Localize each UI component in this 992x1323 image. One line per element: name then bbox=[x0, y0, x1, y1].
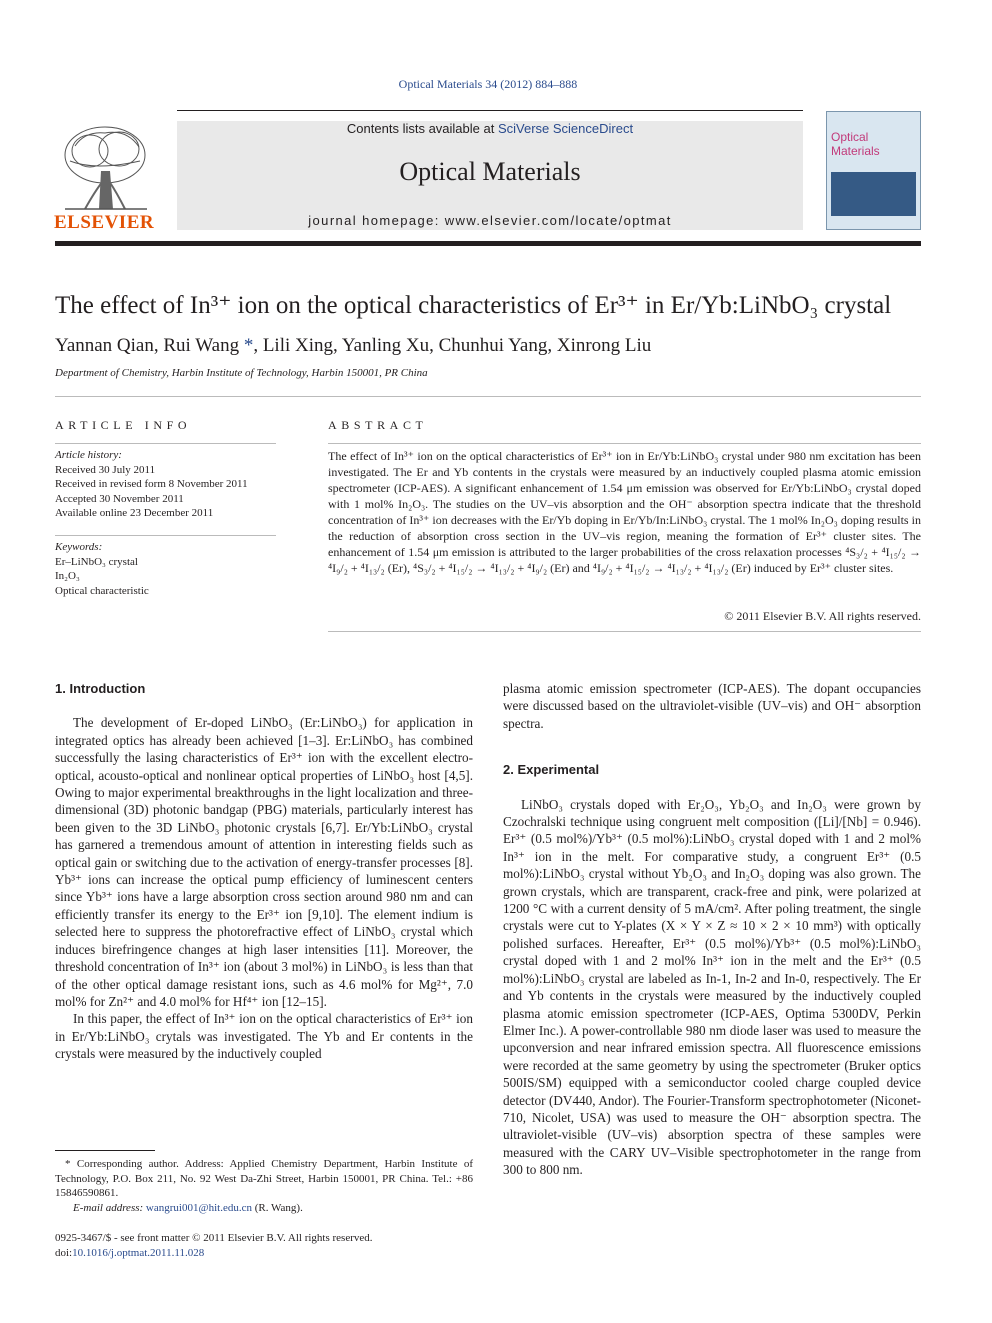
contents-line: Contents lists available at SciVerse ScienceDirect bbox=[346, 121, 634, 136]
sciencedirect-link[interactable]: SciVerse ScienceDirect bbox=[497, 121, 634, 136]
paragraph: The development of Er-doped LiNbO₃ (Er:LiNbO₃) for application in integrated optics has already been achieved [1–3]. Er:LiNbO₃ has combined successfully the lasing characteristics of Er³⁺ ion with the excellent electro-optical, acousto-optical and nonlinear optical properties of LiNbO₃ host [4,5]. Owing to major experimental breakthroughs in the light localization and three-dimensional (3D) photonic bandgap (PBG) materials, particularly interest has been given to the 3D LiNbO₃ photonic crystals [6,7]. Er/Yb:LiNbO₃ crystal has garnered a tremendous amount of attention in interesting fields such as optical gain or switching due to the activation of energy-transfer processes [8]. Yb³⁺ ions can increase the optical pump efficiency of luminescent centers since Yb³⁺ ions have a large absorption cross section around 980 nm and can efficiently transfer its energy to the Er³⁺ ion [9,10]. The element indium is selected here to suppress the photorefractive effect of LiNbO₃ crystal which induces birefringence changes at high laser intensities [11]. Moreover, the threshold concentration of In³⁺ ion (about 3 mol%) in LiNbO₃ is less than that of the other optical damage resistant ions, such as 4.6 mol% for Mg²⁺, 7.0 mol% for Zn²⁺ and 4.0 mol% for Hf⁴⁺ ion [12–15]. bbox=[55, 715, 473, 1009]
header-thick-rule bbox=[55, 241, 921, 246]
article-title: The effect of In³⁺ ion on the optical characteristics of Er³⁺ in Er/Yb:LiNbO₃ crystal bbox=[55, 292, 892, 319]
keyword-item: Optical characteristic bbox=[55, 584, 149, 597]
abstract-rule bbox=[328, 443, 921, 444]
corresponding-author-mark[interactable]: * bbox=[239, 335, 254, 356]
info-top-rule bbox=[55, 396, 921, 397]
email-link[interactable]: wangrui001@hit.edu.cn bbox=[145, 1201, 252, 1214]
info-rule bbox=[55, 443, 276, 444]
journal-name: Optical Materials bbox=[399, 157, 581, 186]
keyword-item: Er–LiNbO₃ crystal bbox=[55, 555, 138, 568]
column-left bbox=[55, 680, 473, 1063]
abstract-text: The effect of In³⁺ ion on the optical characteristics of Er³⁺ ion in Er/Yb:LiNbO₃ crystal under 980 nm excitation has been investigated. The Er and Yb contents in the crystals were measured by an inductively coupled plasma atomic emission spectrometer (ICP-AES). A significant enhancement of 1.54 μm emission was observed for Er/Yb:LiNbO₃ crystal doped with 1 mol% In₂O₃. The studies on the UV–vis absorption and the OH⁻ absorption spectra indicate that the threshold concentration of In³⁺ ion decreases with the Er/Yb doping in Er/Yb/In:LiNbO₃ crystal. The 1 mol% In₂O₃ doping results in the reduction of absorption cross section in the UV–vis region, meaning the formation of Er³⁺ cluster sites. The enhancement of 1.54 μm emission is attributed to the larger probabilities of the cross relaxation processes ⁴S₃/₂ + ⁴I₁₅/₂ → ⁴I₉/₂ + ⁴I₁₃/₂ (Er), ⁴S₃/₂ + ⁴I₁₅/₂ → ⁴I₁₃/₂ + ⁴I₉/₂ (Er) and ⁴I₉/₂ + ⁴I₁₅/₂ → ⁴I₁₃/₂ + ⁴I₁₃/₂ (Er) induced by Er³⁺ cluster sites. bbox=[328, 449, 921, 575]
journal-masthead bbox=[177, 121, 803, 230]
footnote-rule bbox=[55, 1150, 155, 1151]
history-item: Accepted 30 November 2011 bbox=[55, 492, 184, 505]
history-item: Received 30 July 2011 bbox=[55, 463, 156, 476]
article-history: Article history: Received 30 July 2011 Received in revised form 8 November 2011 Accepted 30 November 2011 Available online 23 December 2011 bbox=[55, 448, 276, 521]
paragraph: LiNbO₃ crystals doped with Er₂O₃, Yb₂O₃ and In₂O₃ were grown by Czochralski technique using congruent melt composition ([Li]/[Nb] = 0.946). Er³⁺ (0.5 mol%)/Yb³⁺ (0.5 mol%):LiNbO₃ crystal doped with 1 and 2 mol% In³⁺ ion in the melt. For comparative study, a congruent Er³⁺ (0.5 mol%):LiNbO₃ crystal without Yb₂O₃ and In₂O₃ doping was also grown. The grown crystals, which are transparent, crack-free and pink, were polarized at 1200 °C with a current density of 5 mA/cm². After poling treatment, the single crystals were cut to Y-plates (X × Y × Z ≈ 10 × 2 × 10 mm³) with optically polished surfaces. Hereafter, Er³⁺ (0.5 mol%)/Yb³⁺ (0.5 mol%):LiNbO₃ crystal doped with 1 and 2 mol% In³⁺ ion in the melt and the Er³⁺ (0.5 mol%):LiNbO₃ crystal are labeled as In-1, In-2 and In-0, respectively. The Er and Yb contents in the crystals were measured by the inductively coupled plasma atomic emission spectrometer (ICP-AES, Optima 5300DV, Perkin Elmer Inc.). A power-controllable 980 nm diode laser was used to measure the upconversion and near infrared emission spectra. All fluorescence emissions were recorded at the same geometry by using the spectrometer (Bruker optics 500IS/SM) equipped with a semiconductor cooled charge coupled device detector (DV440, Andor). The Fourier-Transform spectrophotometer (Niconet-710, Nicolet, USA) was used to measure the OH⁻ absorption spectra. The ultraviolet-visible (UV–vis) absorption spectra of these samples were measured with the CARY UV–Visible spectrophotometer in the range from 300 to 800 nm. bbox=[503, 796, 921, 1178]
history-item: Available online 23 December 2011 bbox=[55, 507, 214, 519]
journal-citation[interactable]: Optical Materials 34 (2012) 884–888 bbox=[398, 77, 578, 91]
keywords: Keywords: Er–LiNbO₃ crystal In₂O₃ Optical characteristic bbox=[55, 540, 276, 598]
paragraph: plasma atomic emission spectrometer (ICP-AES). The dopant occupancies were discussed based on the ultraviolet-visible (UV–vis) and OH⁻ absorption spectra. bbox=[503, 681, 921, 731]
doi-link[interactable]: 10.1016/j.optmat.2011.11.028 bbox=[72, 1246, 205, 1259]
front-matter: 0925-3467/$ - see front matter © 2011 Elsevier B.V. All rights reserved. doi:10.1016/j.optmat.2011.11.028 bbox=[55, 1231, 655, 1260]
cover-title: Optical Materials bbox=[831, 130, 880, 158]
header-rule bbox=[177, 110, 803, 111]
abstract-copyright: © 2011 Elsevier B.V. All rights reserved. bbox=[724, 609, 921, 623]
affiliation: Department of Chemistry, Harbin Institute of Technology, Harbin 150001, PR China bbox=[55, 367, 428, 379]
elsevier-wordmark: ELSEVIER bbox=[54, 212, 155, 233]
issn-line: 0925-3467/$ - see front matter © 2011 Elsevier B.V. All rights reserved. bbox=[55, 1232, 373, 1244]
article-info-heading: ARTICLE INFO bbox=[55, 418, 192, 432]
history-item: Received in revised form 8 November 2011 bbox=[55, 478, 248, 490]
corresponding-footnote: * Corresponding author. Address: Applied Chemistry Department, Harbin Institute of Technology, P.O. Box 211, No. 92 West Da-Zhi Street, Harbin 150001, PR China. Tel.: +86 15846590861. E-mail address: wangrui001@hit.edu.cn (R. Wang). bbox=[55, 1158, 473, 1214]
author-list: Yannan Qian, Rui Wang *, Lili Xing, Yanling Xu, Chunhui Yang, Xinrong Liu bbox=[55, 335, 652, 356]
journal-homepage[interactable]: journal homepage: www.elsevier.com/locate/optmat bbox=[308, 213, 672, 228]
abstract-heading: ABSTRACT bbox=[328, 418, 428, 432]
journal-cover-icon bbox=[826, 111, 921, 230]
paragraph: In this paper, the effect of In³⁺ ion on the optical characteristics of Er³⁺ ion in Er/Yb:LiNbO₃ crytals was investigated. The Yb and Er contents in the crystals were measured by the inductively coupled bbox=[55, 1011, 473, 1062]
column-right bbox=[503, 680, 921, 1179]
keywords-rule bbox=[55, 535, 276, 536]
section-title-experimental: 2. Experimental bbox=[503, 762, 600, 778]
abstract-bottom-rule bbox=[328, 631, 921, 632]
keyword-item: In₂O₃ bbox=[55, 570, 80, 582]
cover-image bbox=[831, 172, 916, 216]
section-title-introduction: 1. Introduction bbox=[55, 681, 146, 696]
